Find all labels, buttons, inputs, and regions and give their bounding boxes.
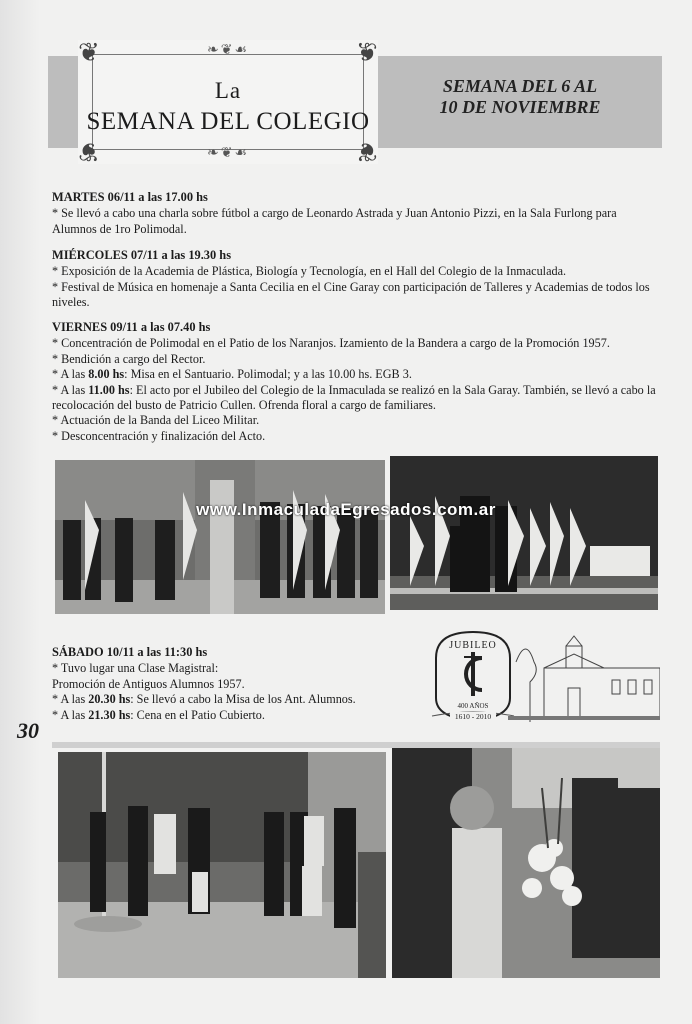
time-highlight: 20.30 hs — [88, 692, 131, 707]
photo-night-flags — [390, 456, 658, 610]
event-miercoles — [52, 248, 660, 311]
event-line: Promoción de Antiguos Alumnos 1957. — [52, 676, 245, 691]
date-line-2: 10 DE NOVIEMBRE — [439, 97, 601, 117]
text-segment: : El acto por el Jubileo del Colegio de la Inmaculada se realizó en la Sala Garay. También, se llevó a cabo la recolocación del busto de Patricio Cullen. Ofrenda floral a cargo de familiares. — [52, 382, 656, 413]
event-heading: MARTES 06/11 a las 17.00 hs — [52, 190, 208, 204]
event-heading: SÁBADO 10/11 a las 11:30 hs — [52, 645, 208, 659]
ornament-corner-icon: ❦ — [356, 137, 378, 166]
time-highlight: 11.00 hs — [88, 382, 130, 397]
text-segment: * A las — [52, 382, 89, 397]
event-line — [52, 383, 660, 414]
event-line: * Festival de Música en homenaje a Santa Cecilia en el Cine Garay con participación de Talleres y Academias de todos los niveles. — [52, 279, 650, 310]
event-line: * Se llevó a cabo una charla sobre fútbol a cargo de Leonardo Astrada y Juan Antonio Pizzi, en la Sala Furlong para Alumnos de 1ro Polimodal. — [52, 206, 617, 236]
ornament-corner-icon: ❦ — [78, 38, 100, 67]
title-small: La — [214, 78, 242, 103]
logo-years: 400 AÑOS — [457, 702, 489, 710]
event-line: * Actuación de la Banda del Liceo Militar. — [52, 413, 260, 428]
text-segment: : Misa en el Santuario. Polimodal; y a las 10.00 hs. EGB 3. — [124, 367, 412, 382]
date-line-1: SEMANA DEL 6 AL — [442, 76, 598, 96]
page-number: 30 — [17, 718, 39, 743]
time-highlight: 8.00 hs — [88, 367, 125, 382]
church-sketch — [508, 632, 660, 724]
event-heading: VIERNES 09/11 a las 07.40 hs — [52, 320, 211, 334]
text-segment: * A las — [52, 707, 89, 722]
event-line — [52, 367, 660, 382]
event-heading: MIÉRCOLES 07/11 a las 19.30 hs — [52, 248, 232, 262]
photo-alumni-flag — [58, 752, 386, 978]
page-title: SEMANA DEL COLEGIO — [86, 108, 370, 135]
event-line — [52, 708, 412, 723]
text-segment: * A las — [52, 367, 89, 382]
logo-title: JUBILEO — [449, 640, 497, 651]
text-segment: : Cena en el Patio Cubierto. — [130, 707, 265, 722]
event-martes — [52, 190, 660, 237]
text-segment: : Se llevó a cabo la Misa de los Ant. Alumnos. — [130, 692, 356, 707]
title-box — [78, 40, 378, 164]
event-line: * Tuvo lugar una Clase Magistral: — [52, 661, 219, 676]
event-line — [52, 692, 412, 707]
time-highlight: 21.30 hs — [88, 707, 131, 722]
ornament-top-icon: ❧❦☙ — [206, 43, 249, 58]
date-range-title — [410, 76, 630, 118]
website-watermark: www.InmaculadaEgresados.com.ar — [196, 500, 496, 519]
jubileo-logo — [430, 628, 516, 724]
text-segment: * A las — [52, 692, 89, 707]
event-line: * Concentración de Polimodal en el Patio de los Naranjos. Izamiento de la Bandera a cargo de la Promoción 1957. — [52, 336, 610, 351]
ornament-corner-icon: ❦ — [78, 137, 100, 166]
photo-flag-ceremony — [55, 460, 385, 614]
event-line: * Desconcentración y finalización del Acto. — [52, 428, 266, 443]
ornament-corner-icon: ❦ — [356, 38, 378, 67]
ornament-bottom-icon: ❧❦☙ — [206, 146, 249, 161]
logo-range: 1610 - 2010 — [450, 712, 496, 721]
event-line: * Bendición a cargo del Rector. — [52, 351, 206, 366]
event-viernes — [52, 320, 660, 444]
event-sabado — [52, 645, 412, 723]
photo-bust-offering — [392, 748, 660, 978]
event-line: * Exposición de la Academia de Plástica, Biología y Tecnología, en el Hall del Colegio de la Inmaculada. — [52, 264, 567, 279]
